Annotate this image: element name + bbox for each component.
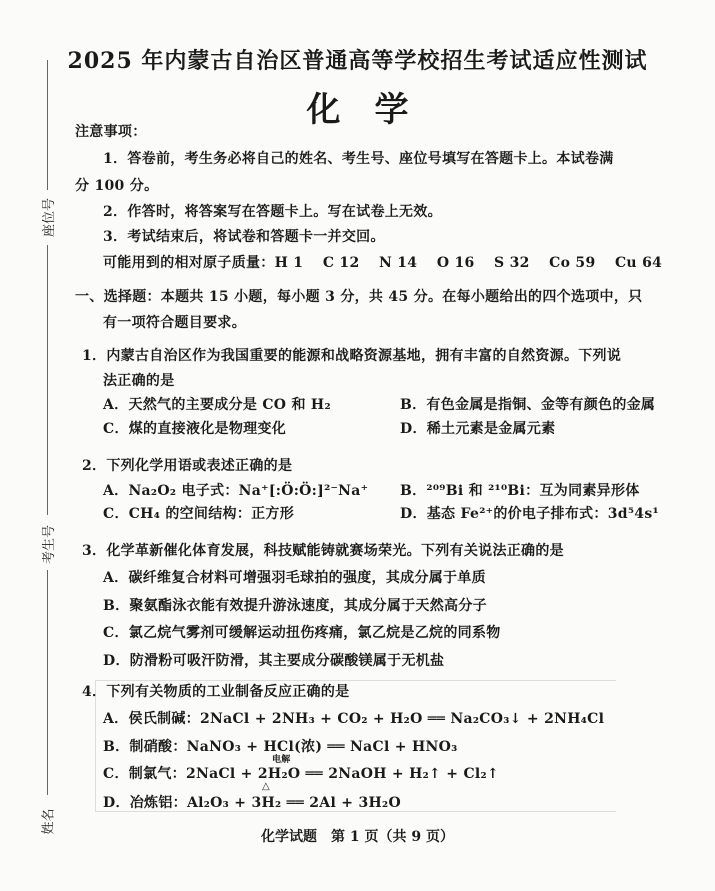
notes-heading: 注意事项： [75, 124, 147, 140]
q1-option-d: D．稀土元素是金属元素 [400, 421, 556, 437]
note-2: 2．作答时，将答案写在答题卡上。写在试卷上无效。 [103, 204, 442, 220]
q4-option-a: A．侯氏制碱：2NaCl + 2NH₃ + CO₂ + H₂O ══ Na₂CO₃↓ + 2NH₄Cl [103, 711, 605, 727]
q1-option-c: C．煤的直接液化是物理变化 [103, 421, 287, 437]
q1-option-a: A．天然气的主要成分是 CO 和 H₂ [103, 397, 331, 413]
q4-d-condition: △ [262, 781, 270, 792]
q3-option-d: D．防滑粉可吸汗防滑，其主要成分碳酸镁属于无机盐 [103, 653, 445, 669]
q1-stem-cont: 法正确的是 [103, 373, 175, 389]
q2-option-b: B．²⁰⁹Bi 和 ²¹⁰Bi：互为同素异形体 [400, 483, 640, 499]
q3-option-c: C．氯乙烷气雾剂可缓解运动扭伤疼痛，氯乙烷是乙烷的同系物 [103, 625, 501, 641]
q4-stem: 4．下列有关物质的工业制备反应正确的是 [82, 684, 350, 700]
q4-option-c: C．制氯气：2NaCl + 2H₂O ══ 2NaOH + H₂↑ + Cl₂↑ [103, 766, 499, 782]
atomic-masses: 可能用到的相对原子质量：H 1 C 12 N 14 O 16 S 32 Co 59 Cu 64 [103, 255, 663, 271]
q3-option-b: B．聚氨酯泳衣能有效提升游泳速度，其成分属于天然高分子 [103, 598, 487, 614]
q2-stem: 2．下列化学用语或表述正确的是 [82, 458, 293, 474]
q4-option-b: B．制硝酸：NaNO₃ + HCl(浓) ══ NaCl + HNO₃ [103, 739, 458, 755]
margin-line [47, 570, 48, 795]
q2-option-c: C．CH₄ 的空间结构：正方形 [103, 506, 295, 522]
q2-option-a: A．Na₂O₂ 电子式：Na⁺[:Ö:Ö:]²⁻Na⁺ [103, 483, 369, 499]
q3-option-a: A．碳纤维复合材料可增强羽毛球拍的强度，其成分属于单质 [103, 570, 486, 586]
q4-c-condition: 电解 [272, 755, 291, 765]
exam-title: 2025 年内蒙古自治区普通高等学校招生考试适应性测试 [67, 48, 648, 74]
q1-stem: 1．内蒙古自治区作为我国重要的能源和战略资源基地，拥有丰富的自然资源。下列说 [82, 348, 622, 364]
q1-option-b: B．有色金属是指铜、金等有颜色的金属 [400, 397, 656, 413]
note-1-cont: 分 100 分。 [75, 178, 159, 194]
page-footer: 化学试题 第 1 页（共 9 页） [261, 829, 454, 845]
subject-title: 化 学 [306, 90, 409, 130]
section-heading: 一、选择题：本题共 15 小题，每小题 3 分，共 45 分。在每小题给出的四个选项中，只 [75, 289, 643, 305]
margin-line [47, 245, 48, 515]
exam-number-label: 考生号 [42, 524, 58, 565]
q3-stem: 3．化学革新催化体育发展，科技赋能铸就赛场荣光。下列有关说法正确的是 [82, 543, 564, 559]
name-label: 姓名 [41, 808, 57, 835]
seat-number-label: 座位号 [42, 197, 58, 238]
q2-option-d: D．基态 Fe²⁺的价电子排布式：3d⁵4s¹ [400, 506, 659, 522]
section-heading-cont: 有一项符合题目要求。 [103, 315, 246, 331]
note-1: 1．答卷前，考生务必将自己的姓名、考生号、座位号填写在答题卡上。本试卷满 [103, 151, 614, 167]
note-3: 3．考试结束后，将试卷和答题卡一并交回。 [103, 229, 385, 245]
q4-option-d: D．冶炼铝：Al₂O₃ + 3H₂ ══ 2Al + 3H₂O [103, 795, 401, 811]
